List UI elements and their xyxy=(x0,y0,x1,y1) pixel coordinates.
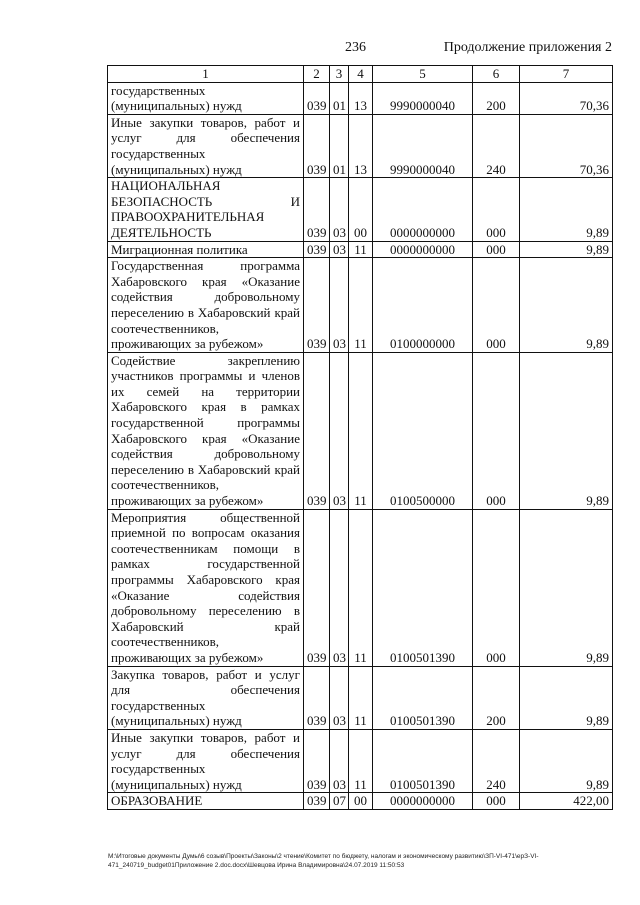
ministry-code-cell: 039 xyxy=(304,178,330,241)
table-row xyxy=(108,793,613,810)
subsection-code-cell: 00 xyxy=(349,178,373,241)
ministry-code-cell: 039 xyxy=(304,114,330,177)
table-row xyxy=(108,258,613,353)
target-article-cell: 0000000000 xyxy=(373,241,473,258)
target-article-cell: 0000000000 xyxy=(373,178,473,241)
subsection-code-cell: 00 xyxy=(349,793,373,810)
ministry-code-cell: 039 xyxy=(304,352,330,509)
ministry-code-cell: 039 xyxy=(304,509,330,666)
target-article-cell: 0100501390 xyxy=(373,729,473,792)
expense-type-cell: 200 xyxy=(473,666,520,729)
subsection-code-cell: 11 xyxy=(349,352,373,509)
row-name-cell: Мероприятия общественной приемной по вопросам оказания соотечественникам помощи в рамках государственной программы Хабаровского края «Оказание содействия добровольному переселению в Хабаровский край соотечественников, проживающих за рубежом» xyxy=(108,509,304,666)
table-body xyxy=(108,82,613,809)
target-article-cell: 0100000000 xyxy=(373,258,473,353)
table-row xyxy=(108,729,613,792)
amount-cell: 70,36 xyxy=(520,114,613,177)
amount-cell: 70,36 xyxy=(520,82,613,114)
column-header: 4 xyxy=(349,66,373,83)
target-article-cell: 0100500000 xyxy=(373,352,473,509)
subsection-code-cell: 11 xyxy=(349,241,373,258)
target-article-cell: 9990000040 xyxy=(373,114,473,177)
table-header-row xyxy=(108,66,613,83)
subsection-code-cell: 13 xyxy=(349,114,373,177)
target-article-cell: 0000000000 xyxy=(373,793,473,810)
expense-type-cell: 000 xyxy=(473,793,520,810)
table-row xyxy=(108,114,613,177)
row-name-cell: государственных (муниципальных) нужд xyxy=(108,82,304,114)
subsection-code-cell: 13 xyxy=(349,82,373,114)
subsection-code-cell: 11 xyxy=(349,509,373,666)
target-article-cell: 0100501390 xyxy=(373,509,473,666)
table-row xyxy=(108,352,613,509)
column-header: 3 xyxy=(330,66,349,83)
section-code-cell: 01 xyxy=(330,82,349,114)
ministry-code-cell: 039 xyxy=(304,729,330,792)
section-code-cell: 03 xyxy=(330,729,349,792)
column-header: 6 xyxy=(473,66,520,83)
expense-type-cell: 000 xyxy=(473,178,520,241)
column-header: 1 xyxy=(108,66,304,83)
section-code-cell: 03 xyxy=(330,666,349,729)
expense-type-cell: 200 xyxy=(473,82,520,114)
expense-type-cell: 000 xyxy=(473,241,520,258)
ministry-code-cell: 039 xyxy=(304,241,330,258)
target-article-cell: 0100501390 xyxy=(373,666,473,729)
expense-type-cell: 000 xyxy=(473,509,520,666)
amount-cell: 422,00 xyxy=(520,793,613,810)
section-code-cell: 07 xyxy=(330,793,349,810)
section-code-cell: 03 xyxy=(330,352,349,509)
amount-cell: 9,89 xyxy=(520,178,613,241)
ministry-code-cell: 039 xyxy=(304,793,330,810)
row-name-cell: Содействие закреплению участников программы и членов их семей на территории Хабаровского края в рамках государственной программы Хабаровского края «Оказание содействия добровольному переселению в Хабаровский край соотечественников, проживающих за рубежом» xyxy=(108,352,304,509)
amount-cell: 9,89 xyxy=(520,729,613,792)
column-header: 7 xyxy=(520,66,613,83)
row-name-cell: Иные закупки товаров, работ и услуг для обеспечения государственных (муниципальных) нужд xyxy=(108,729,304,792)
section-code-cell: 01 xyxy=(330,114,349,177)
expense-type-cell: 240 xyxy=(473,729,520,792)
amount-cell: 9,89 xyxy=(520,241,613,258)
row-name-cell: НАЦИОНАЛЬНАЯ БЕЗОПАСНОСТЬ И ПРАВООХРАНИТЕЛЬНАЯ ДЕЯТЕЛЬНОСТЬ xyxy=(108,178,304,241)
row-name-cell: Иные закупки товаров, работ и услуг для обеспечения государственных (муниципальных) нужд xyxy=(108,114,304,177)
column-header: 2 xyxy=(304,66,330,83)
section-code-cell: 03 xyxy=(330,178,349,241)
document-path-footer: М:\Итоговые документы Думы\6 созыв\Проекты\Законы\2 чтение\Комитет по бюджету, налогам и экономическому развитию\ЗП-VI-471\ерЗ-VI-471_240719_budget01Приложение 2.doc.docx\Шевцова Ирина Владимировна\24.07.2019 11:50:53 xyxy=(108,853,539,869)
expense-type-cell: 000 xyxy=(473,258,520,353)
amount-cell: 9,89 xyxy=(520,509,613,666)
subsection-code-cell: 11 xyxy=(349,666,373,729)
row-name-cell: ОБРАЗОВАНИЕ xyxy=(108,793,304,810)
row-name-cell: Миграционная политика xyxy=(108,241,304,258)
amount-cell: 9,89 xyxy=(520,666,613,729)
amount-cell: 9,89 xyxy=(520,258,613,353)
table-row xyxy=(108,241,613,258)
column-header: 5 xyxy=(373,66,473,83)
table-row xyxy=(108,666,613,729)
ministry-code-cell: 039 xyxy=(304,258,330,353)
page-number: 236 xyxy=(345,40,366,55)
expense-type-cell: 000 xyxy=(473,352,520,509)
section-code-cell: 03 xyxy=(330,258,349,353)
section-code-cell: 03 xyxy=(330,241,349,258)
subsection-code-cell: 11 xyxy=(349,729,373,792)
row-name-cell: Государственная программа Хабаровского края «Оказание содействия добровольному переселению в Хабаровский край соотечественников, проживающих за рубежом» xyxy=(108,258,304,353)
row-name-cell: Закупка товаров, работ и услуг для обеспечения государственных (муниципальных) нужд xyxy=(108,666,304,729)
ministry-code-cell: 039 xyxy=(304,666,330,729)
target-article-cell: 9990000040 xyxy=(373,82,473,114)
continuation-label: Продолжение приложения 2 xyxy=(443,40,612,55)
subsection-code-cell: 11 xyxy=(349,258,373,353)
table-row xyxy=(108,82,613,114)
amount-cell: 9,89 xyxy=(520,352,613,509)
budget-table xyxy=(107,65,613,810)
expense-type-cell: 240 xyxy=(473,114,520,177)
ministry-code-cell: 039 xyxy=(304,82,330,114)
table-row xyxy=(108,178,613,241)
section-code-cell: 03 xyxy=(330,509,349,666)
table-row xyxy=(108,509,613,666)
